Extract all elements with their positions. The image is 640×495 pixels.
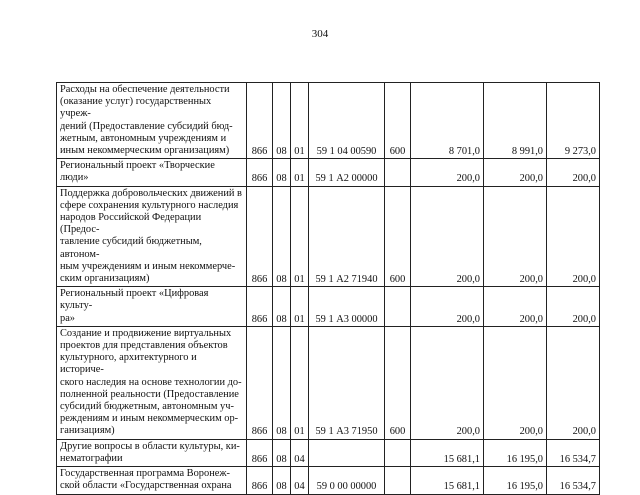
table-row bbox=[57, 326, 600, 439]
target-article-code: 59 1 А2 71940 bbox=[309, 186, 385, 287]
target-article-code: 59 1 А3 00000 bbox=[309, 287, 385, 327]
target-article-code: 59 1 04 00590 bbox=[309, 83, 385, 159]
subsection-code: 01 bbox=[291, 326, 309, 439]
amount-year-3: 16 534,7 bbox=[547, 467, 600, 494]
table-row bbox=[57, 159, 600, 186]
expense-type-code bbox=[385, 287, 411, 327]
amount-year-2: 200,0 bbox=[484, 287, 547, 327]
expense-type-code bbox=[385, 159, 411, 186]
amount-year-1: 15 681,1 bbox=[411, 467, 484, 494]
grbs-code: 866 bbox=[247, 83, 273, 159]
subsection-code: 01 bbox=[291, 159, 309, 186]
table-row bbox=[57, 287, 600, 327]
amount-year-1: 8 701,0 bbox=[411, 83, 484, 159]
expense-name: Региональный проект «Творческие люди» bbox=[57, 159, 247, 186]
section-code: 08 bbox=[273, 159, 291, 186]
amount-year-1: 200,0 bbox=[411, 159, 484, 186]
subsection-code: 04 bbox=[291, 439, 309, 466]
grbs-code: 866 bbox=[247, 186, 273, 287]
expense-name: Региональный проект «Цифровая культу- ра» bbox=[57, 287, 247, 327]
expense-type-code bbox=[385, 467, 411, 494]
amount-year-3: 9 273,0 bbox=[547, 83, 600, 159]
table-row bbox=[57, 186, 600, 287]
amount-year-2: 16 195,0 bbox=[484, 439, 547, 466]
expense-name: Другие вопросы в области культуры, ки- нематографии bbox=[57, 439, 247, 466]
section-code: 08 bbox=[273, 439, 291, 466]
amount-year-3: 200,0 bbox=[547, 159, 600, 186]
amount-year-1: 200,0 bbox=[411, 326, 484, 439]
amount-year-2: 8 991,0 bbox=[484, 83, 547, 159]
amount-year-3: 200,0 bbox=[547, 287, 600, 327]
subsection-code: 01 bbox=[291, 83, 309, 159]
expense-type-code: 600 bbox=[385, 186, 411, 287]
grbs-code: 866 bbox=[247, 467, 273, 494]
budget-table bbox=[56, 82, 600, 495]
section-code: 08 bbox=[273, 287, 291, 327]
subsection-code: 01 bbox=[291, 186, 309, 287]
section-code: 08 bbox=[273, 326, 291, 439]
expense-type-code: 600 bbox=[385, 326, 411, 439]
expense-name: Государственная программа Воронеж- ской области «Государственная охрана bbox=[57, 467, 247, 494]
amount-year-2: 200,0 bbox=[484, 186, 547, 287]
section-code: 08 bbox=[273, 467, 291, 494]
amount-year-1: 200,0 bbox=[411, 287, 484, 327]
grbs-code: 866 bbox=[247, 287, 273, 327]
grbs-code: 866 bbox=[247, 326, 273, 439]
subsection-code: 04 bbox=[291, 467, 309, 494]
grbs-code: 866 bbox=[247, 159, 273, 186]
expense-name: Создание и продвижение виртуальных проектов для представления объектов культурного, архитектурного и историче- ского наследия на основе технологии до- полненной реальности (Предоставление субсидий бюджетным, автономным уч- реждениям и иным некоммерческим ор- ганизациям) bbox=[57, 326, 247, 439]
page-number: 304 bbox=[311, 28, 329, 40]
grbs-code: 866 bbox=[247, 439, 273, 466]
amount-year-2: 200,0 bbox=[484, 326, 547, 439]
subsection-code: 01 bbox=[291, 287, 309, 327]
expense-name: Поддержка добровольческих движений в сфере сохранения культурного наследия народов Российской Федерации (Предос- тавление субсидий бюджетным, автоном- ным учреждениям и иным некоммерче- ским организациям) bbox=[57, 186, 247, 287]
expense-name: Расходы на обеспечение деятельности (оказание услуг) государственных учреж- дений (Предоставление субсидий бюд- жетным, автономным учреждениям и иным некоммерческим организациям) bbox=[57, 83, 247, 159]
amount-year-2: 200,0 bbox=[484, 159, 547, 186]
target-article-code: 59 0 00 00000 bbox=[309, 467, 385, 494]
amount-year-3: 16 534,7 bbox=[547, 439, 600, 466]
section-code: 08 bbox=[273, 186, 291, 287]
amount-year-1: 200,0 bbox=[411, 186, 484, 287]
table-row bbox=[57, 467, 600, 494]
section-code: 08 bbox=[273, 83, 291, 159]
expense-type-code: 600 bbox=[385, 83, 411, 159]
amount-year-3: 200,0 bbox=[547, 326, 600, 439]
amount-year-2: 16 195,0 bbox=[484, 467, 547, 494]
target-article-code: 59 1 А3 71950 bbox=[309, 326, 385, 439]
amount-year-1: 15 681,1 bbox=[411, 439, 484, 466]
target-article-code: 59 1 А2 00000 bbox=[309, 159, 385, 186]
amount-year-3: 200,0 bbox=[547, 186, 600, 287]
table-row bbox=[57, 83, 600, 159]
